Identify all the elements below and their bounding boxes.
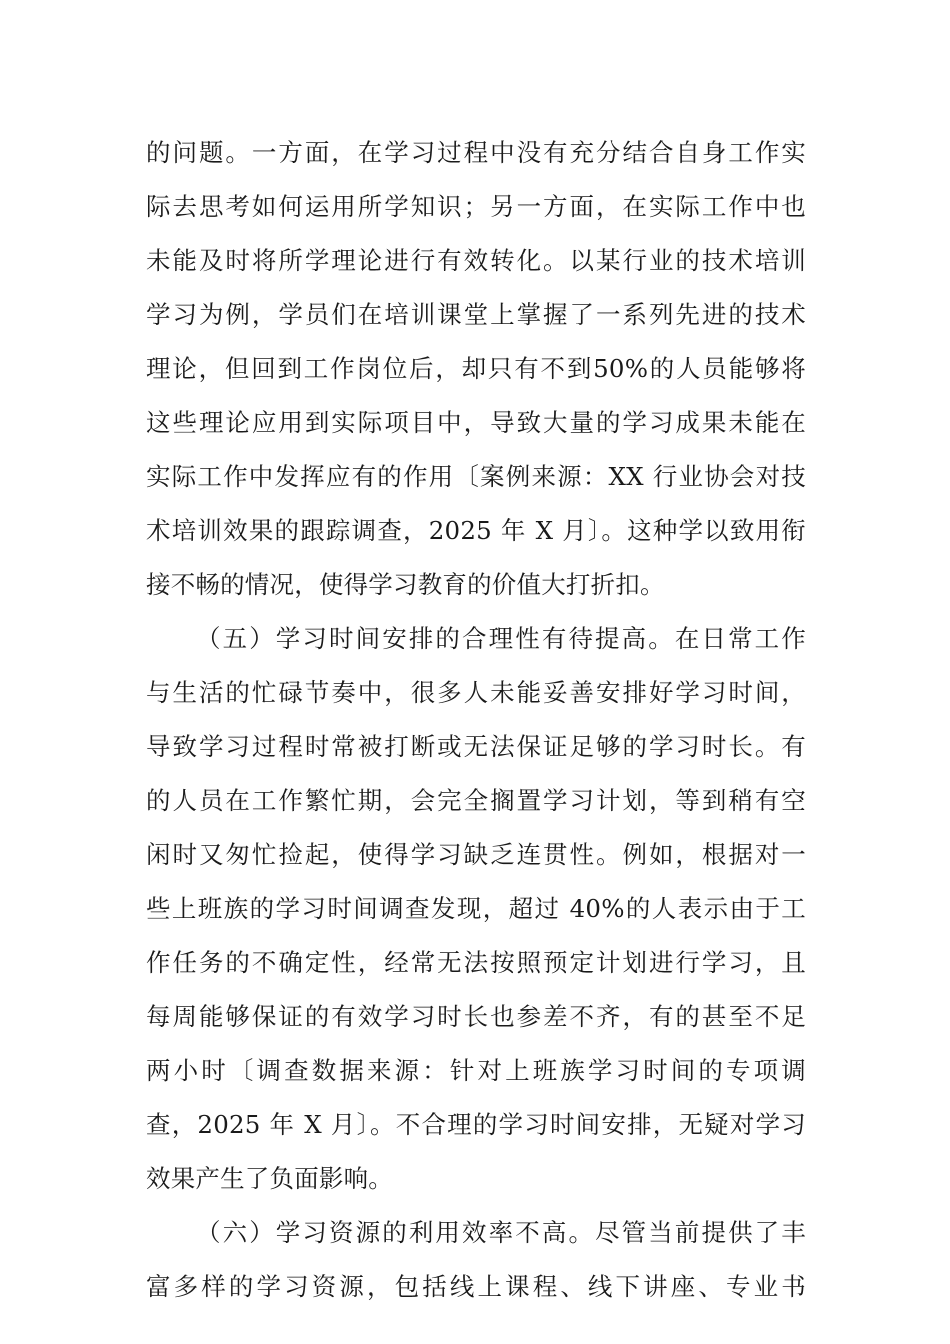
text-line: 效果产生了负面影响。 <box>146 1164 393 1193</box>
text-line: 查，2025 年 X 月〕。不合理的学习时间安排，无疑对学习 <box>146 1110 806 1139</box>
text-line: 作任务的不确定性，经常无法按照预定计划进行学习，且 <box>146 948 806 977</box>
text-line: 术培训效果的跟踪调查，2025 年 X 月〕。这种学以致用衔 <box>146 516 806 545</box>
text-line: 理论，但回到工作岗位后，却只有不到50%的人员能够将 <box>146 354 806 383</box>
text-line: 两小时〔调查数据来源：针对上班族学习时间的专项调 <box>146 1056 806 1085</box>
text-line: 际去思考如何运用所学知识；另一方面，在实际工作中也 <box>146 192 806 221</box>
text-line: 的问题。一方面，在学习过程中没有充分结合自身工作实 <box>146 138 806 167</box>
text-line: 富多样的学习资源，包括线上课程、线下讲座、专业书 <box>146 1272 806 1301</box>
document-body <box>146 126 806 1314</box>
text-line: 这些理论应用到实际项目中，导致大量的学习成果未能在 <box>146 408 806 437</box>
text-line: 实际工作中发挥应有的作用〔案例来源：XX 行业协会对技 <box>146 462 806 491</box>
text-line: 接不畅的情况，使得学习教育的价值大打折扣。 <box>146 570 665 599</box>
text-line: 学习为例，学员们在培训课堂上掌握了一系列先进的技术 <box>146 300 806 329</box>
text-line: 些上班族的学习时间调查发现，超过 40%的人表示由于工 <box>146 894 806 923</box>
text-line: 的人员在工作繁忙期，会完全搁置学习计划，等到稍有空 <box>146 786 806 815</box>
section-heading-line: （六）学习资源的利用效率不高。尽管当前提供了丰 <box>196 1218 806 1247</box>
text-line: 闲时又匆忙捡起，使得学习缺乏连贯性。例如，根据对一 <box>146 840 806 869</box>
text-line: 导致学习过程时常被打断或无法保证足够的学习时长。有 <box>146 732 806 761</box>
text-line: 与生活的忙碌节奏中，很多人未能妥善安排好学习时间， <box>146 678 806 707</box>
text-line: 每周能够保证的有效学习时长也参差不齐，有的甚至不足 <box>146 1002 806 1031</box>
section-heading-line: （五）学习时间安排的合理性有待提高。在日常工作 <box>196 624 806 653</box>
text-line: 未能及时将所学理论进行有效转化。以某行业的技术培训 <box>146 246 806 275</box>
